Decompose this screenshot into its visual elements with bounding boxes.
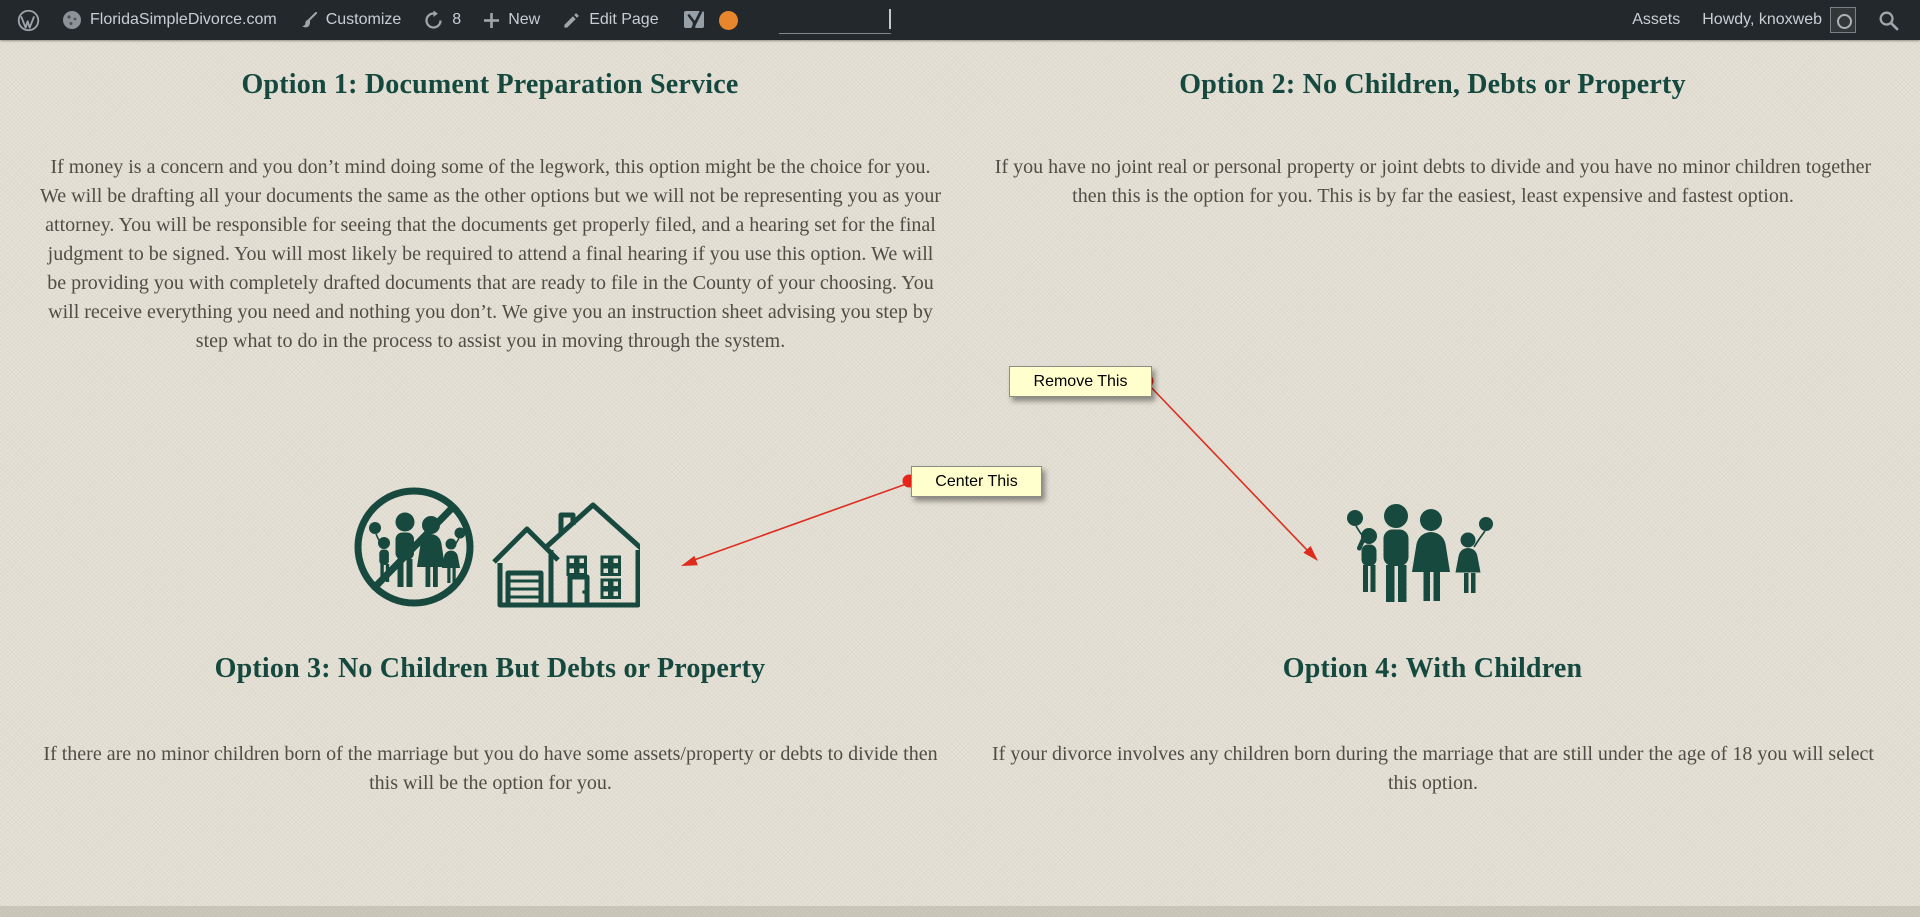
option1-body: If money is a concern and you don’t mind doing some of the legwork, this option might be the choice for you. We will be drafting all your documents the same as the other options but we will not be representing you as your attorney. You will be responsible for seeing that the documents get properly filed, and a hearing set for the final judgment to be signed. You will most likely be required to attend a final hearing if you use this option. We will be providing you with completely drafted documents that are ready to file in the County of your choosing. You will receive everything you need and nothing you don’t. We give you an instruction sheet advising you step by step what to do in the process to assist you in moving through the system. (40, 156, 941, 352)
option2-heading: Option 2: No Children, Debts or Property (1179, 69, 1686, 100)
yoast-seo-menu[interactable] (670, 0, 749, 40)
edit-page-menu[interactable] (551, 0, 669, 40)
wp-logo-menu[interactable] (6, 0, 51, 40)
assets-label: Assets (1632, 11, 1681, 28)
plus-icon (483, 12, 500, 29)
admin-bar-right (1621, 0, 1910, 40)
center-this-arrow (681, 475, 916, 567)
no-family-and-house-illustration (348, 481, 640, 612)
remove-this-arrow (1141, 375, 1319, 562)
pencil-icon (562, 11, 581, 30)
callout-center-this[interactable]: Center This (911, 466, 1042, 497)
option4-heading: Option 4: With Children (1282, 653, 1583, 684)
option2-body: If you have no joint real or personal property or joint debts to divide and you have no minor children together then this is the option for you. This is by far the easiest, least expensive and fastest option. (994, 156, 1872, 207)
text-cursor (889, 9, 891, 29)
assets-menu[interactable] (1621, 0, 1691, 40)
yoast-seo-icon (681, 7, 707, 33)
wp-admin-bar (0, 0, 1920, 40)
callout-remove-this[interactable]: Remove This (1009, 366, 1152, 397)
family-with-children-silhouette (1346, 495, 1508, 608)
updates-icon (423, 10, 444, 31)
search-menu[interactable] (1867, 0, 1910, 40)
updates-count: 8 (452, 11, 462, 28)
customize-menu[interactable] (288, 0, 413, 40)
page-bottom-shade (0, 906, 1920, 917)
admin-bar-inline-input[interactable] (779, 7, 891, 34)
search-icon (1878, 10, 1899, 31)
new-content-menu[interactable] (472, 0, 551, 40)
updates-menu[interactable] (412, 0, 472, 40)
option3-heading: Option 3: No Children But Debts or Property (214, 653, 766, 684)
edit-page-label: Edit Page (589, 11, 659, 28)
option1-heading: Option 1: Document Preparation Service (241, 69, 739, 100)
customize-label: Customize (325, 11, 402, 28)
site-name-label: FloridaSimpleDivorce.com (90, 11, 277, 28)
seo-status-dot (719, 11, 738, 30)
wordpress-logo-icon (17, 9, 40, 32)
account-menu[interactable] (1691, 0, 1867, 40)
customize-brush-icon (299, 11, 318, 30)
option4-body: If your divorce involves any children born during the marriage that are still under the age of 18 you will select this option. (992, 743, 1874, 794)
site-menu[interactable] (51, 0, 288, 40)
new-label: New (508, 11, 541, 28)
site-favicon-icon (62, 10, 82, 30)
howdy-label: Howdy, knoxweb (1702, 11, 1822, 28)
avatar (1830, 7, 1856, 33)
option3-body: If there are no minor children born of the marriage but you do have some assets/property or debts to divide then this will be the option for you. (43, 743, 938, 794)
